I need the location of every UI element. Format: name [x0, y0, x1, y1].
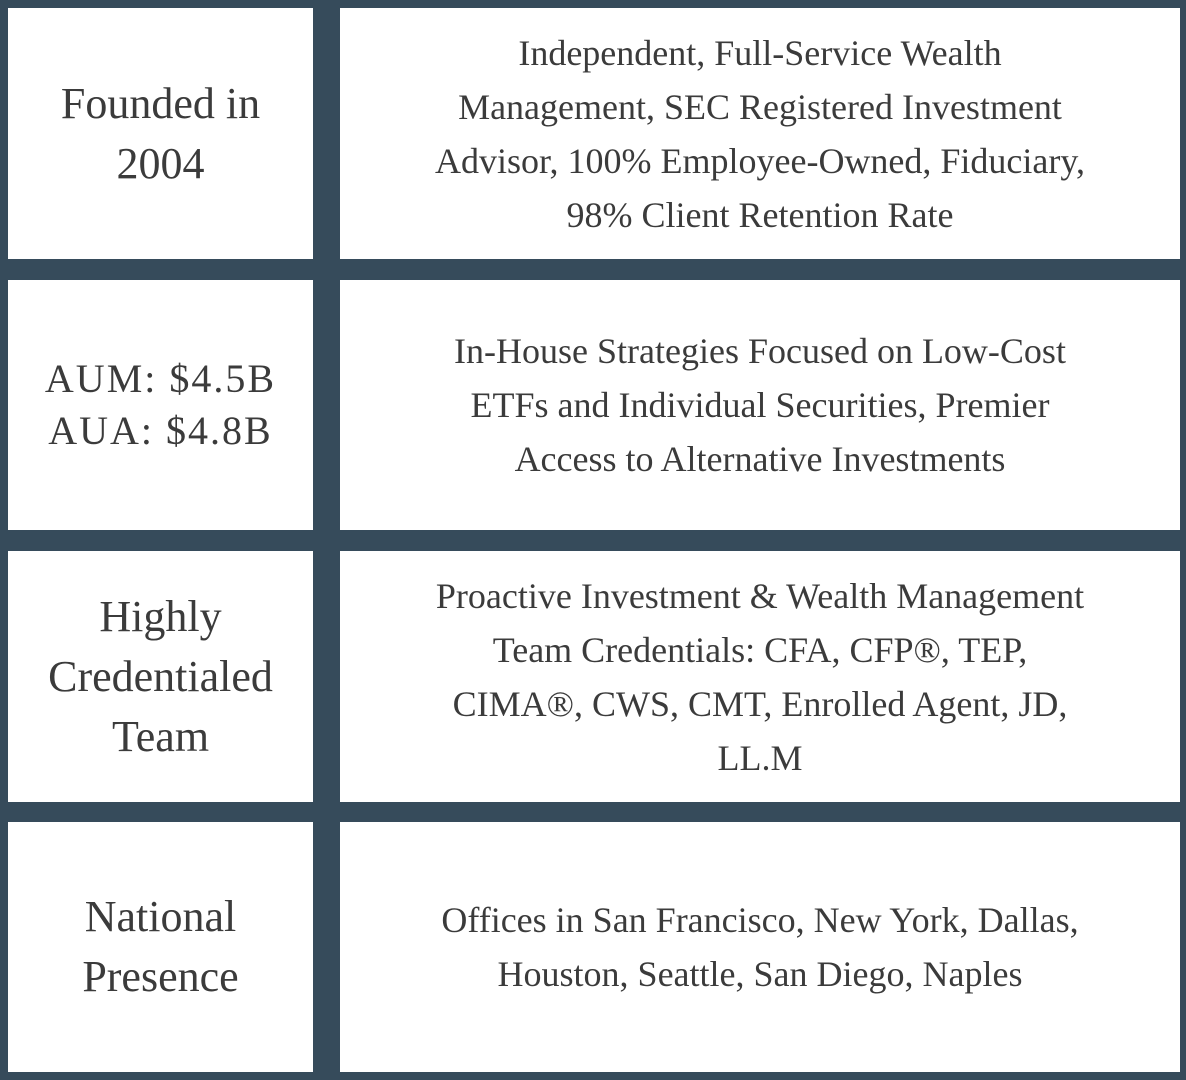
credentials-line-2: Team Credentials: CFA, CFP®, TEP, [492, 629, 1028, 670]
credentials-cell [340, 551, 1180, 802]
credentials-text [340, 569, 1180, 785]
firm-description-line-1: Independent, Full-Service Wealth [518, 32, 1002, 73]
strategies-cell [340, 280, 1180, 530]
presence-label [8, 887, 313, 1007]
founded-label [8, 74, 313, 194]
firm-description-text [340, 26, 1180, 242]
founded-line-1: Founded in [60, 78, 261, 128]
offices-cell [340, 822, 1180, 1072]
team-label [8, 587, 313, 767]
team-cell [8, 551, 313, 802]
credentials-line-3: CIMA®, CWS, CMT, Enrolled Agent, JD, [452, 683, 1068, 724]
offices-line-1: Offices in San Francisco, New York, Dallas, [441, 900, 1079, 940]
credentials-line-1: Proactive Investment & Wealth Management [435, 575, 1085, 616]
presence-cell [8, 822, 313, 1072]
strategies-text [340, 324, 1180, 486]
assets-cell [8, 280, 313, 530]
aua-line: AUA: $4.8B [48, 408, 273, 453]
founded-cell [8, 8, 313, 259]
team-line-2: Credentialed [48, 651, 273, 701]
strategies-line-2: ETFs and Individual Securities, Premier [470, 385, 1050, 425]
founded-line-2: 2004 [116, 138, 205, 188]
aum-line: AUM: $4.5B [44, 356, 277, 401]
offices-text [340, 893, 1180, 1001]
presence-line-2: Presence [82, 952, 239, 1001]
team-line-3: Team [111, 711, 210, 761]
presence-line-1: National [84, 892, 237, 941]
firm-description-line-4: 98% Client Retention Rate [566, 194, 954, 235]
team-line-1: Highly [99, 591, 222, 641]
credentials-line-4: LL.M [717, 737, 803, 778]
strategies-line-1: In-House Strategies Focused on Low-Cost [454, 331, 1066, 371]
strategies-line-3: Access to Alternative Investments [514, 439, 1006, 479]
firm-description-line-2: Management, SEC Registered Investment [458, 86, 1062, 127]
assets-label [8, 353, 313, 457]
offices-line-2: Houston, Seattle, San Diego, Naples [497, 954, 1023, 994]
firm-description-line-3: Advisor, 100% Employee-Owned, Fiduciary, [434, 140, 1086, 181]
firm-description-cell [340, 8, 1180, 259]
